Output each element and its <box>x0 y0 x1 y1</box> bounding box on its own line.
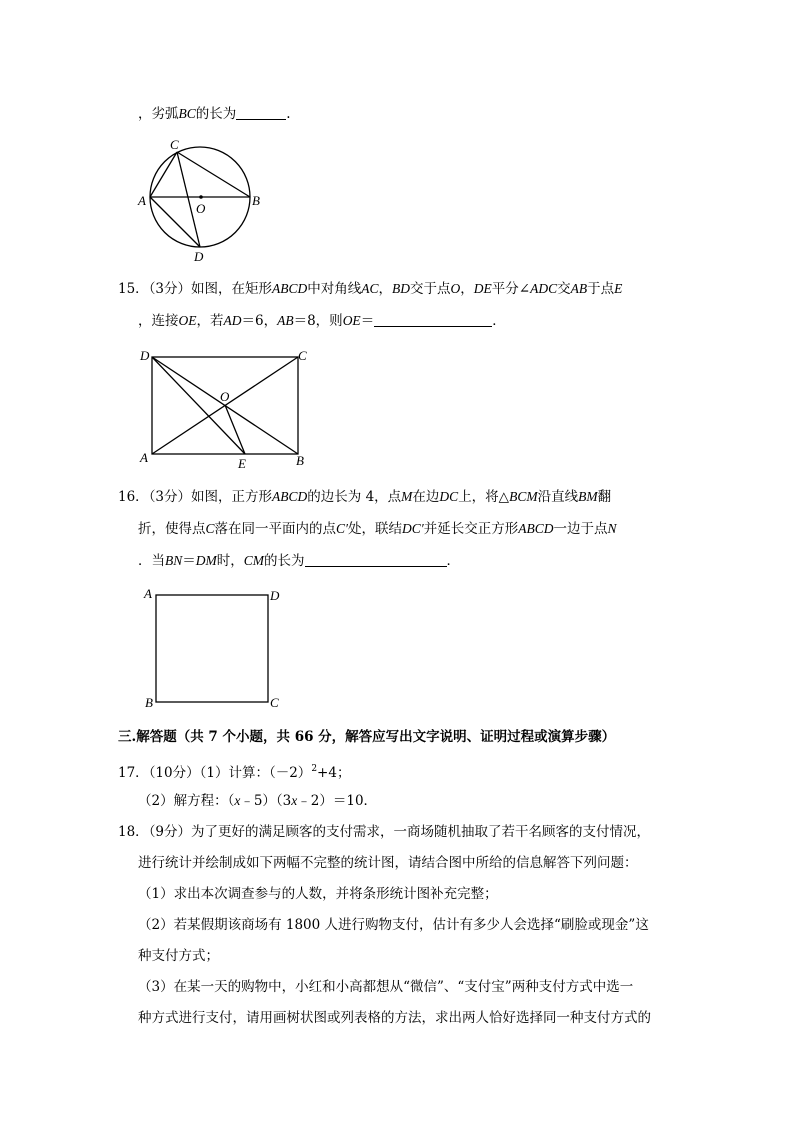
q15-line2: ，连接OE，若AD＝6，AB＝8，则OE＝ ． <box>138 313 506 329</box>
label-a: A <box>138 193 146 208</box>
q17-line2: （2）解方程：（x﹣5）（3x﹣2）＝10． <box>138 793 378 809</box>
q17-line1: 17．（10分）（1）计算：$(-2)^2+4$； <box>118 764 351 781</box>
seg-de <box>152 357 245 454</box>
label-d: D <box>270 588 280 603</box>
q16-line1: 16．（3分）如图，正方形ABCD的边长为 4，点M在边DC上，将△BCM沿直线BM翻 <box>118 489 612 505</box>
q14-text: ，劣弧BC的长为 . <box>138 106 291 122</box>
q14-answer-blank[interactable] <box>236 105 286 120</box>
label-o: O <box>196 201 206 216</box>
q14-circle-figure <box>130 130 270 270</box>
q16-answer-blank[interactable] <box>305 552 447 567</box>
square-abcd <box>156 595 268 702</box>
center-point <box>199 195 203 199</box>
q18-line6: （3）在某一天的购物中，小红和小高都想从“微信”、“支付宝”两种支付方式中选一 <box>138 979 634 995</box>
label-a: A <box>144 586 152 601</box>
q18-line2: 进行统计并绘制成如下两幅不完整的统计图，请结合图中所给的信息解答下列问题： <box>138 855 638 871</box>
label-b: B <box>252 193 260 208</box>
q18-line5: 种支付方式； <box>138 948 219 964</box>
label-o: O <box>220 389 230 404</box>
label-a: A <box>140 450 148 465</box>
label-d: D <box>140 348 150 363</box>
chord-cd <box>177 152 200 247</box>
q16-line2: 折，使得点C落在同一平面内的点C′处，联结DC′并延长交正方形ABCD一边于点N <box>138 521 617 537</box>
chord-ac <box>150 152 177 197</box>
q15-line1: 15．（3分）如图，在矩形ABCD中对角线AC，BD交于点O，DE平分∠ADC交AB于点E <box>118 281 623 297</box>
q16-square-figure <box>140 585 290 710</box>
q18-line3: （1）求出本次调查参与的人数，并将条形统计图补充完整； <box>138 886 498 902</box>
label-d: D <box>194 249 204 264</box>
label-c: C <box>170 137 179 152</box>
chord-ad <box>150 197 200 247</box>
chord-cb <box>177 152 250 197</box>
q15-rectangle-figure <box>138 345 318 470</box>
q18-line1: 18．（9分）为了更好的满足顾客的支付需求，一商场随机抽取了若干名顾客的支付情况， <box>118 824 651 840</box>
q16-line3: ．当BN＝DM时，CM的长为 ． <box>138 553 461 569</box>
label-b: B <box>145 695 153 710</box>
label-e: E <box>238 456 246 471</box>
section-3-heading: 三.解答题（共 7 个小题，共 66 分，解答应写出文字说明、证明过程或演算步骤） <box>118 729 616 745</box>
label-b: B <box>296 453 304 468</box>
q18-line4: （2）若某假期该商场有 1800 人进行购物支付，估计有多少人会选择“刷脸或现金”这 <box>138 917 649 933</box>
q18-line7: 种方式进行支付，请用画树状图或列表格的方法，求出两人恰好选择同一种支付方式的 <box>138 1010 651 1026</box>
label-c: C <box>298 348 307 363</box>
q15-answer-blank[interactable] <box>374 312 492 327</box>
label-c: C <box>270 695 279 710</box>
